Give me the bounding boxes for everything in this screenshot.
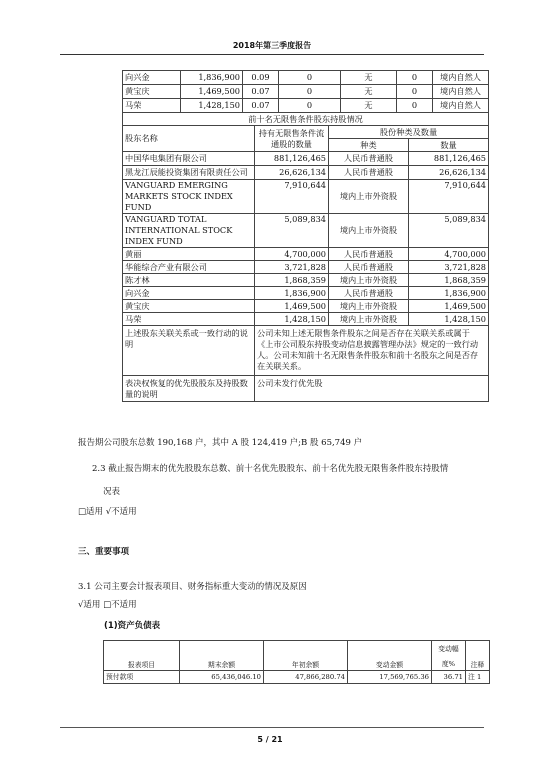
- holder-name: 马荣: [123, 99, 181, 113]
- row-qty: 1,868,359: [255, 274, 329, 287]
- holder-shares: 1,428,150: [181, 99, 243, 113]
- holder-nature: 境内自然人: [433, 71, 489, 85]
- row-name: VANGUARD EMERGING MARKETS STOCK INDEX FUND: [123, 180, 255, 214]
- row-kind: 境内上市外资股: [329, 180, 409, 214]
- table-row: [123, 248, 489, 261]
- row-count: 881,126,465: [409, 152, 489, 166]
- row-end: 65,436,046.10: [180, 671, 264, 684]
- table-row: [123, 180, 489, 214]
- col-header-type-group: 股份种类及数量: [329, 126, 489, 139]
- row-qty: 1,428,150: [255, 313, 329, 326]
- row-rate: 36.71: [432, 671, 466, 684]
- table-row: [123, 287, 489, 300]
- row-count: 4,700,000: [409, 248, 489, 261]
- table-row: [123, 313, 489, 326]
- row-count: 1,469,500: [409, 300, 489, 313]
- row-count: 7,910,644: [409, 180, 489, 214]
- holder-pledge-num: 0: [397, 85, 433, 99]
- table-row: [123, 261, 489, 274]
- section-3-heading: 三、重要事项: [78, 547, 130, 557]
- holder-pledge-num: 0: [397, 99, 433, 113]
- table-row: [123, 71, 489, 85]
- row-kind: 境内上市外资股: [329, 214, 409, 248]
- col-header-item: 报表项目: [104, 641, 180, 671]
- section-3-1-options: √适用 □不适用: [78, 600, 137, 610]
- holder-shares: 1,836,900: [181, 71, 243, 85]
- row-count: 5,089,834: [409, 214, 489, 248]
- table-row: [123, 300, 489, 313]
- col-header-rate-bottom: 度%: [432, 659, 466, 671]
- col-header-kind: 种类: [329, 139, 409, 152]
- col-header-change: 变动金额: [348, 641, 432, 671]
- table-row: [123, 214, 489, 248]
- row-kind: 境内上市外资股: [329, 274, 409, 287]
- row-kind: 人民币普通股: [329, 261, 409, 274]
- row-name: 华能综合产业有限公司: [123, 261, 255, 274]
- row-qty: 881,126,465: [255, 152, 329, 166]
- holder-name: 向兴金: [123, 71, 181, 85]
- row-count: 1,428,150: [409, 313, 489, 326]
- holder-nature: 境内自然人: [433, 99, 489, 113]
- section-3-1: 3.1 公司主要会计报表项目、财务指标重大变动的情况及原因: [78, 582, 307, 592]
- holder-restricted: 0: [279, 85, 341, 99]
- col-header-begin: 年初余额: [264, 641, 348, 671]
- row-qty: 7,910,644: [255, 180, 329, 214]
- row-kind: 境内上市外资股: [329, 313, 409, 326]
- row-qty: 3,721,828: [255, 261, 329, 274]
- balance-sheet-title: (1)资产负债表: [104, 621, 161, 631]
- holder-shares: 1,469,500: [181, 85, 243, 99]
- col-header-end: 期末余额: [180, 641, 264, 671]
- table-row: [104, 671, 490, 684]
- row-qty: 5,089,834: [255, 214, 329, 248]
- col-header-rate-top: 变动幅: [432, 641, 466, 659]
- col-header-count: 数量: [409, 139, 489, 152]
- table-row: [123, 326, 489, 376]
- row-qty: 1,469,500: [255, 300, 329, 313]
- row-begin: 47,866,280.74: [264, 671, 348, 684]
- row-name: 黄宝庆: [123, 300, 255, 313]
- holder-pct: 0.07: [243, 99, 279, 113]
- section-2-3-line1: 2.3 截止报告期末的优先股股东总数、前十名优先股股东、前十名优先股无限售条件股东持股情: [92, 464, 449, 474]
- holder-pledge: 无: [341, 85, 397, 99]
- preferred-label: 表决权恢复的优先股股东及持股数量的说明: [123, 376, 255, 402]
- table-title: 前十名无限售条件股东持股情况: [123, 113, 489, 126]
- holder-pledge: 无: [341, 99, 397, 113]
- row-kind: 人民币普通股: [329, 287, 409, 300]
- holder-name: 黄宝庆: [123, 85, 181, 99]
- holder-pledge-num: 0: [397, 71, 433, 85]
- section-2-3-options: □适用 √不适用: [78, 507, 137, 517]
- holder-pct: 0.07: [243, 85, 279, 99]
- row-kind: 人民币普通股: [329, 248, 409, 261]
- holder-restricted: 0: [279, 99, 341, 113]
- row-qty: 4,700,000: [255, 248, 329, 261]
- table-row: [123, 166, 489, 180]
- table-row: [123, 274, 489, 287]
- row-name: 中国华电集团有限公司: [123, 152, 255, 166]
- preferred-text: 公司未发行优先股: [255, 376, 489, 402]
- table-row: [123, 85, 489, 99]
- row-qty: 26,626,134: [255, 166, 329, 180]
- footer-divider: [60, 727, 484, 728]
- table-row: [123, 99, 489, 113]
- holder-pct: 0.09: [243, 71, 279, 85]
- row-count: 26,626,134: [409, 166, 489, 180]
- table-row: [123, 376, 489, 402]
- row-note: 注 1: [466, 671, 490, 684]
- col-header-note: 注释: [466, 641, 490, 671]
- table-row: [123, 152, 489, 166]
- relation-text: 公司未知上述无限售条件股东之间是否存在关联关系或属于《上市公司股东持股变动信息披露管理办法》规定的一致行动人。公司未知前十名无限售条件股东和前十名股东之间是否存在关联关系。: [255, 326, 489, 376]
- holder-pledge: 无: [341, 71, 397, 85]
- holders-total: 报告期公司股东总数 190,168 户，其中 A 股 124,419 户;B 股 65,749 户: [78, 438, 363, 448]
- relation-label: 上述股东关联关系或一致行动的说明: [123, 326, 255, 376]
- row-name: 向兴金: [123, 287, 255, 300]
- balance-sheet-table: [103, 640, 490, 684]
- top-holders-table: [122, 70, 489, 113]
- row-count: 1,868,359: [409, 274, 489, 287]
- row-name: 黄丽: [123, 248, 255, 261]
- row-name: 黑龙江辰能投资集团有限责任公司: [123, 166, 255, 180]
- section-2-3-line2: 况表: [103, 487, 121, 497]
- row-kind: 境内上市外资股: [329, 300, 409, 313]
- row-item: 预付款项: [104, 671, 180, 684]
- page-number: 5 / 21: [257, 735, 283, 744]
- col-header-name: 股东名称: [123, 126, 255, 152]
- row-name: VANGUARD TOTAL INTERNATIONAL STOCK INDEX FUND: [123, 214, 255, 248]
- row-change: 17,569,765.36: [348, 671, 432, 684]
- row-count: 1,836,900: [409, 287, 489, 300]
- holder-nature: 境内自然人: [433, 85, 489, 99]
- col-header-qty: 持有无限售条件流通股的数量: [255, 126, 329, 152]
- row-qty: 1,836,900: [255, 287, 329, 300]
- row-count: 3,721,828: [409, 261, 489, 274]
- row-kind: 人民币普通股: [329, 152, 409, 166]
- row-name: 陈才林: [123, 274, 255, 287]
- row-kind: 人民币普通股: [329, 166, 409, 180]
- row-name: 马荣: [123, 313, 255, 326]
- page-header: 2018年第三季度报告: [60, 40, 484, 55]
- unrestricted-holders-table: [122, 112, 489, 402]
- holder-restricted: 0: [279, 71, 341, 85]
